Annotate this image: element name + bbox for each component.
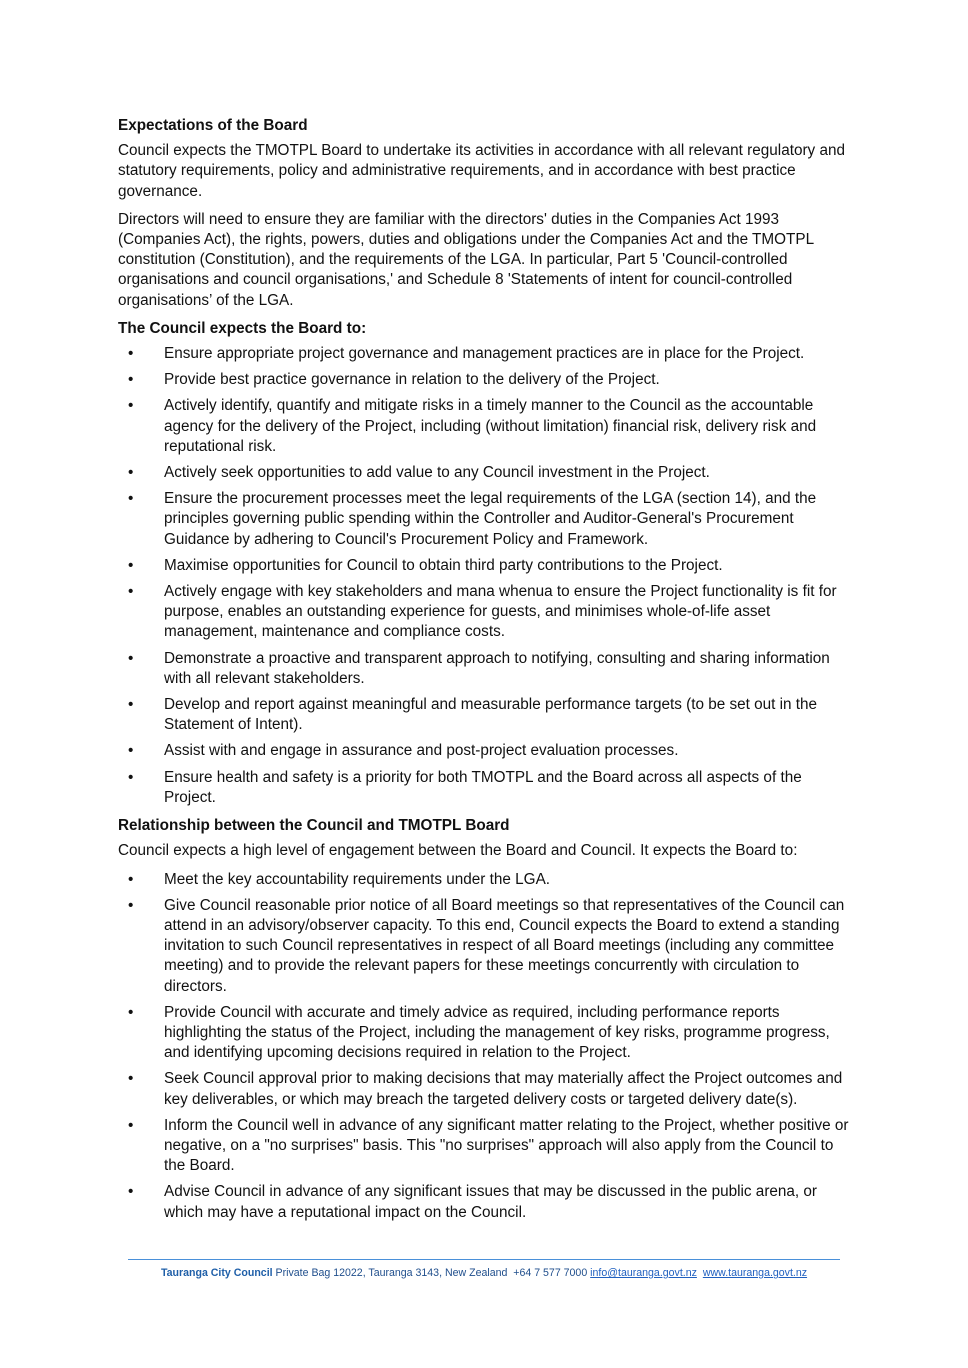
list-item xyxy=(118,396,856,457)
bullet-icon: • xyxy=(128,768,134,786)
list-item-text: Advise Council in advance of any significant issues that may be discussed in the public arena, or which may have a reputational impact on the Council. xyxy=(164,1183,818,1221)
list-item-text: Seek Council approval prior to making decisions that may materially affect the Project outcomes and key deliverables, or which may breach the targeted delivery costs or targeted delivery date(s). xyxy=(164,1070,843,1108)
list-item-text: Maximise opportunities for Council to obtain third party contributions to the Project. xyxy=(164,556,723,574)
list-item-text: Assist with and engage in assurance and post-project evaluation processes. xyxy=(164,742,679,760)
bullet-icon: • xyxy=(128,1003,134,1021)
list-item xyxy=(118,695,856,735)
list-item-text: Actively identify, quantify and mitigate risks in a timely manner to the Council as the accountable agency for the delivery of the Project, including (without limitation) financial risk, delivery risk and reputational risk. xyxy=(164,397,817,455)
list-item-text: Develop and report against meaningful and measurable performance targets (to be set out in the Statement of Intent). xyxy=(164,696,818,734)
page-footer xyxy=(0,1267,968,1279)
list-item xyxy=(118,1182,856,1222)
bullet-icon: • xyxy=(128,742,134,760)
list-item xyxy=(118,370,856,390)
bullet-icon: • xyxy=(128,1116,134,1134)
section-heading-council-expects: The Council expects the Board to: xyxy=(118,319,367,337)
list-item xyxy=(118,870,856,890)
bullet-icon: • xyxy=(128,371,134,389)
bullet-icon: • xyxy=(128,397,134,415)
list-item xyxy=(118,582,856,643)
bullet-icon: • xyxy=(128,870,134,888)
bullet-icon: • xyxy=(128,490,134,508)
document-body xyxy=(118,116,856,1231)
paragraph: Directors will need to ensure they are familiar with the directors' duties in the Companies Act 1993 (Companies Act), the rights, powers, duties and obligations under the Companies Act and the TMOTPL constitution (Constitution), and the requirements of the LGA. In particular, Part 5 'Council-controlled organisations and council organisations,' and Schedule 8 'Statements of intent for council-controlled organisations’ of the LGA. xyxy=(118,210,814,309)
list-item xyxy=(118,344,856,364)
bullet-icon: • xyxy=(128,556,134,574)
footer-website-link[interactable]: www.tauranga.govt.nz xyxy=(702,1267,808,1279)
list-item-text: Ensure the procurement processes meet the legal requirements of the LGA (section 14), and the principles governing public spending within the Controller and Auditor-General's Procurement Guidance by adhering to Council's Procurement Policy and Framework. xyxy=(164,490,817,548)
section-heading-relationship: Relationship between the Council and TMOTPL Board xyxy=(118,817,510,835)
list-item xyxy=(118,463,856,483)
bullet-icon: • xyxy=(128,896,134,914)
list-item-text: Provide best practice governance in relation to the delivery of the Project. xyxy=(164,371,660,389)
list-item-text: Actively engage with key stakeholders and mana whenua to ensure the Project functionality is fit for purpose, enables an outstanding experience for guests, and minimises whole-of-life asset management, maintenance and compliance costs. xyxy=(164,583,837,641)
list-item-text: Give Council reasonable prior notice of all Board meetings so that representatives of the Council can attend in an advisory/observer capacity. To this end, Council expects the Board to extend a standing invitation to such Council representatives in respect of all Board meetings (including any committee meeting) and to provide the relevant papers for these meetings concurrently with circulation to directors. xyxy=(164,896,845,995)
list-item xyxy=(118,556,856,576)
section-heading-expectations: Expectations of the Board xyxy=(118,117,308,134)
list-item-text: Ensure appropriate project governance and management practices are in place for the Project. xyxy=(164,345,805,363)
paragraph: Council expects the TMOTPL Board to undertake its activities in accordance with all relevant regulatory and statutory requirements, policy and administrative requirements, and in accordance with best practice governance. xyxy=(118,142,845,200)
list-item-text: Meet the key accountability requirements under the LGA. xyxy=(164,870,551,888)
bullet-icon: • xyxy=(128,1070,134,1088)
relationship-list xyxy=(118,870,856,1223)
list-item xyxy=(118,1069,856,1109)
footer-divider xyxy=(128,1259,840,1260)
list-item-text: Actively seek opportunities to add value to any Council investment in the Project. xyxy=(164,464,710,482)
list-item xyxy=(118,649,856,689)
footer-phone: +64 7 577 7000 xyxy=(513,1267,588,1279)
list-item-text: Demonstrate a proactive and transparent approach to notifying, consulting and sharing information with all relevant stakeholders. xyxy=(164,649,830,687)
bullet-icon: • xyxy=(128,583,134,601)
footer-address: Private Bag 12022, Tauranga 3143, New Zealand xyxy=(275,1267,508,1279)
paragraph: Council expects a high level of engagement between the Board and Council. It expects the Board to: xyxy=(118,842,798,860)
bullet-icon: • xyxy=(128,696,134,714)
bullet-icon: • xyxy=(128,1183,134,1201)
expectations-list xyxy=(118,344,856,808)
footer-email-link[interactable]: info@tauranga.govt.nz xyxy=(590,1267,697,1279)
list-item-text: Ensure health and safety is a priority for both TMOTPL and the Board across all aspects of the Project. xyxy=(164,768,802,806)
list-item xyxy=(118,896,856,997)
bullet-icon: • xyxy=(128,345,134,363)
bullet-icon: • xyxy=(128,464,134,482)
bullet-icon: • xyxy=(128,649,134,667)
list-item xyxy=(118,768,856,808)
list-item xyxy=(118,489,856,550)
footer-org-name: Tauranga City Council xyxy=(160,1267,273,1279)
list-item xyxy=(118,741,856,761)
list-item-text: Inform the Council well in advance of any significant matter relating to the Project, whether positive or negative, on a "no surprises" basis. This "no surprises" approach will also apply from the Council to the Board. xyxy=(164,1116,849,1175)
list-item xyxy=(118,1003,856,1064)
list-item xyxy=(118,1116,856,1177)
list-item-text: Provide Council with accurate and timely advice as required, including performance reports highlighting the status of the Project, including the management of key risks, programme progress, and identifying upcoming decisions required in relation to the Project. xyxy=(164,1003,830,1062)
